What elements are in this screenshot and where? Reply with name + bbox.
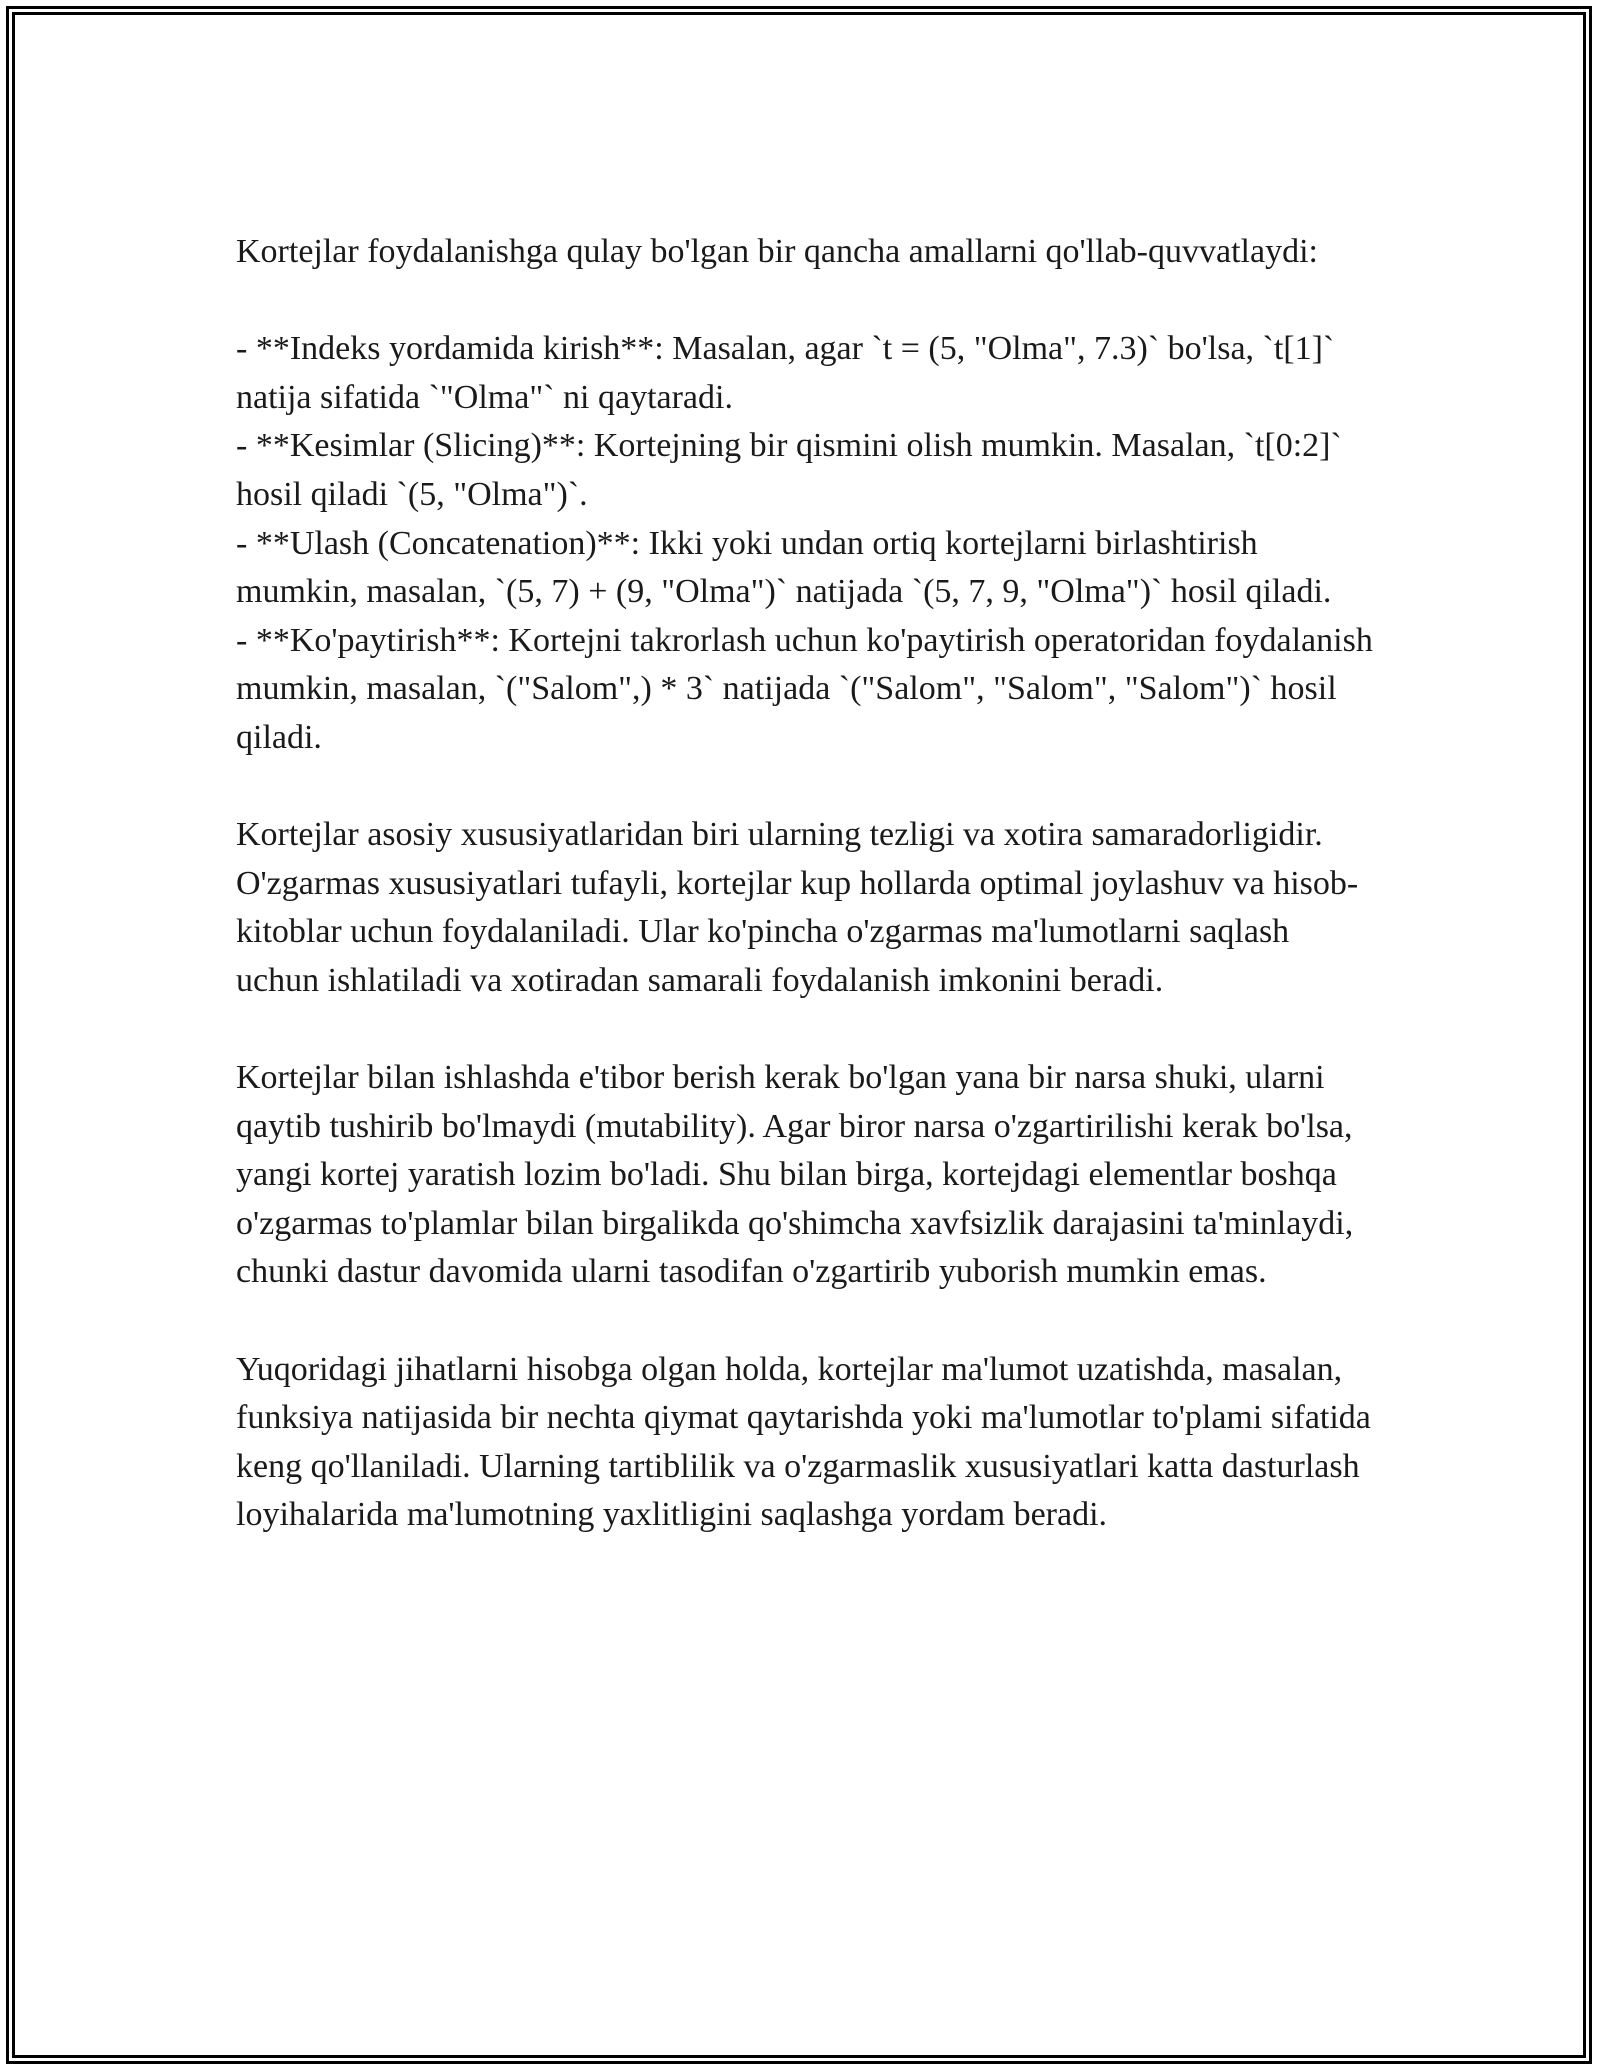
- paragraph-spacer: [236, 1297, 1376, 1346]
- list-item-indexing: - **Indeks yordamida kirish**: Masalan, agar `t = (5, "Olma", 7.3)` bo'lsa, `t[1]` natija sifatida `"Olma"` ni qaytaradi.: [236, 330, 1335, 416]
- paragraph-spacer: [236, 1006, 1376, 1055]
- paragraph-spacer: [236, 763, 1376, 812]
- paragraph-conclusion: Yuqoridagi jihatlarni hisobga olgan holda, kortejlar ma'lumot uzatishda, masalan, funksiya natijasida bir nechta qiymat qaytarishda yoki ma'lumotlar to'plami sifatida keng qo'llaniladi. Ularning tartiblilik va o'zgarmaslik xususiyatlari katta dasturlash loyihalarida ma'lumotning yaxlitligini saqlashga yordam beradi.: [236, 1350, 1371, 1534]
- list-item-multiplication: - **Ko'paytirish**: Kortejni takrorlash uchun ko'paytirish operatoridan foydalanish mumkin, masalan, `("Salom",) * 3` natijada `("Salom", "Salom", "Salom")` hosil qiladi.: [236, 621, 1373, 756]
- paragraph-performance: Kortejlar asosiy xususiyatlaridan biri ularning tezligi va xotira samaradorligidir. O'zgarmas xususiyatlari tufayli, kortejlar kup hollarda optimal joylashuv va hisob-kitoblar uchun foydalaniladi. Ular ko'pincha o'zgarmas ma'lumotlarni saqlash uchun ishlatiladi va xotiradan samarali foydalanish imkonini beradi.: [236, 816, 1359, 999]
- paragraph-spacer: [236, 277, 1376, 326]
- document-body: [236, 228, 1376, 1540]
- list-item-concatenation: - **Ulash (Concatenation)**: Ikki yoki undan ortiq kortejlarni birlashtirish mumkin, masalan, `(5, 7) + (9, "Olma")` natijada `(5, 7, 9, "Olma")` hosil qiladi.: [236, 524, 1332, 611]
- intro-paragraph: Kortejlar foydalanishga qulay bo'lgan bir qancha amallarni qo'llab-quvvatlaydi:: [236, 233, 1318, 270]
- list-item-slicing: - **Kesimlar (Slicing)**: Kortejning bir qismini olish mumkin. Masalan, `t[0:2]` hosil qiladi `(5, "Olma")`.: [236, 427, 1342, 513]
- paragraph-immutability: Kortejlar bilan ishlashda e'tibor berish kerak bo'lgan yana bir narsa shuki, ularni qaytib tushirib bo'lmaydi (mutability). Agar biror narsa o'zgartirilishi kerak bo'lsa, yangi kortej yaratish lozim bo'ladi. Shu bilan birga, kortejdagi elementlar boshqa o'zgarmas to'plamlar bilan birgalikda qo'shimcha xavfsizlik darajasini ta'minlaydi, chunki dastur davomida ularni tasodifan o'zgartirib yuborish mumkin emas.: [236, 1059, 1354, 1291]
